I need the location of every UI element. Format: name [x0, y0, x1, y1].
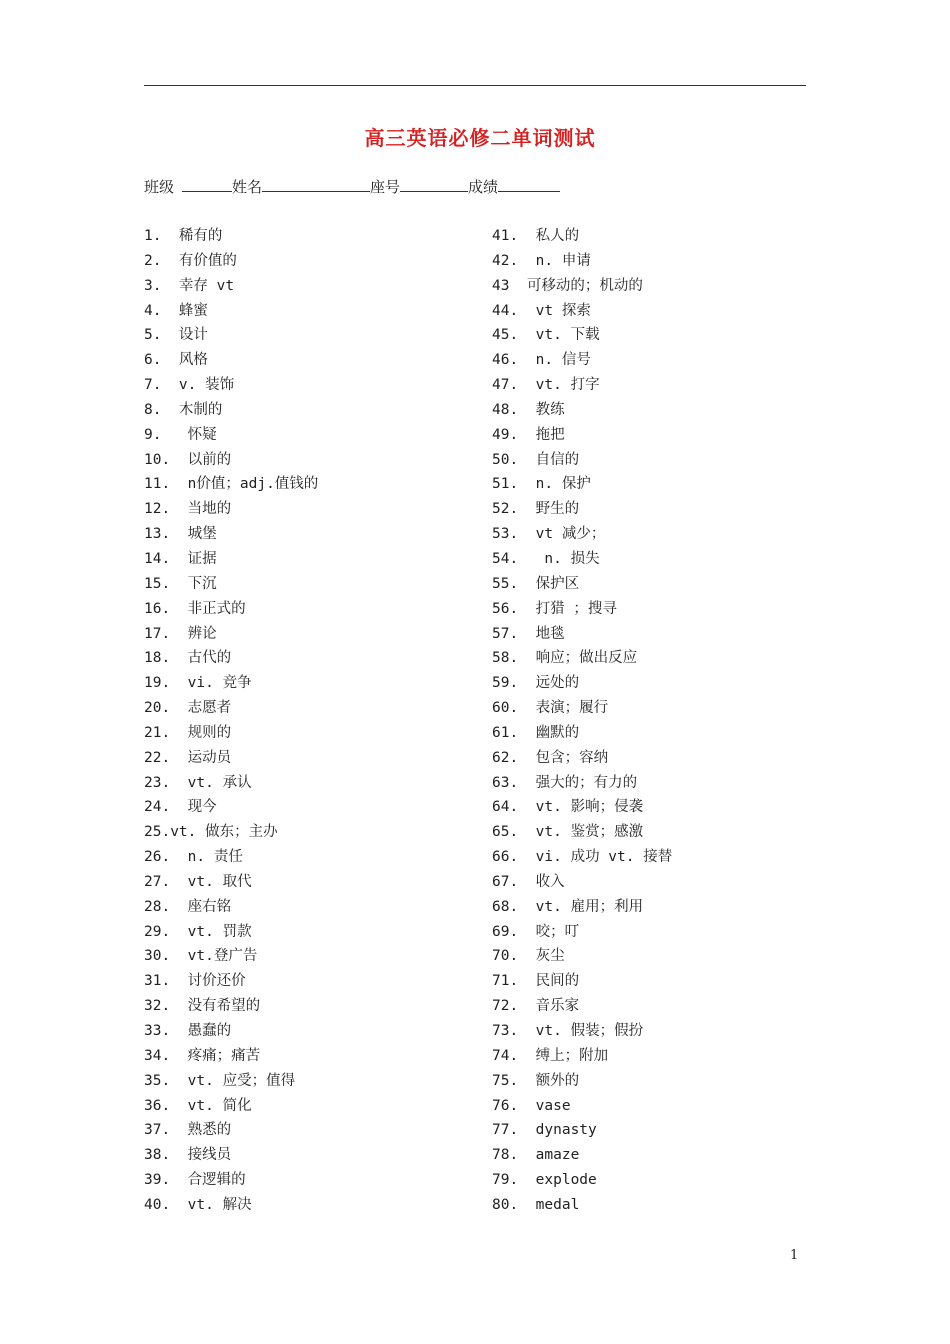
word-item: 39. 合逻辑的 [144, 1172, 246, 1189]
word-item: 48. 教练 [492, 401, 565, 418]
word-item: 70. 灰尘 [492, 948, 565, 965]
word-item: 63. 强大的；有力的 [492, 774, 638, 791]
word-item: 13. 城堡 [144, 526, 217, 543]
word-item: 55. 保护区 [492, 575, 580, 592]
word-item: 53. vt 减少； [492, 526, 606, 543]
word-item: 33. 愚蠢的 [144, 1023, 232, 1039]
word-item: 80. medal [492, 1196, 580, 1213]
word-item: 7. v. 装饰 [144, 377, 235, 394]
word-item: 74. 缚上；附加 [492, 1047, 609, 1064]
word-item: 31. 讨价还价 [144, 973, 246, 990]
page-title: 高三英语必修二单词测试 [364, 126, 596, 150]
word-item: 30. vt.登广告 [144, 948, 258, 965]
word-item: 36. vt. 简化 [144, 1097, 252, 1114]
word-item: 71. 民间的 [492, 973, 580, 990]
word-item: 58. 响应；做出反应 [492, 650, 638, 667]
word-item: 28. 座右铭 [144, 898, 232, 915]
word-item: 69. 咬；叮 [492, 923, 580, 940]
name-blank[interactable] [262, 177, 370, 192]
word-item: 23. vt. 承认 [144, 774, 252, 791]
word-item: 62. 包含；容纳 [492, 749, 609, 766]
word-item: 44. vt 探索 [492, 302, 591, 319]
word-item: 8. 木制的 [144, 401, 223, 418]
word-item: 77. dynasty [492, 1122, 597, 1139]
word-item: 32. 没有希望的 [144, 998, 261, 1015]
word-item: 73. vt. 假装；假扮 [492, 1023, 644, 1039]
word-item: 38. 接线员 [144, 1147, 232, 1164]
word-item: 15. 下沉 [144, 575, 217, 592]
word-item: 11. n价值；adj.值钱的 [144, 476, 319, 493]
word-item: 49. 拖把 [492, 426, 565, 443]
word-item: 3. 幸存 vt [144, 277, 235, 294]
word-item: 34. 疼痛；痛苦 [144, 1047, 261, 1064]
word-list-left-column [144, 224, 484, 1218]
word-item: 51. n. 保护 [492, 476, 591, 493]
word-item: 59. 远处的 [492, 675, 580, 692]
word-item: 50. 自信的 [492, 451, 580, 468]
word-item: 66. vi. 成功 vt. 接替 [492, 849, 673, 866]
word-list-right-column [492, 224, 832, 1218]
score-blank[interactable] [498, 177, 560, 192]
word-item: 75. 额外的 [492, 1072, 580, 1089]
score-label: 成绩 [468, 178, 499, 196]
word-item: 14. 证据 [144, 550, 217, 567]
word-item: 67. 收入 [492, 873, 565, 890]
word-item: 46. n. 信号 [492, 352, 591, 369]
seat-label: 座号 [370, 178, 401, 196]
name-label: 姓名 [232, 178, 263, 196]
word-item: 2. 有价值的 [144, 252, 237, 269]
word-item: 26. n. 责任 [144, 849, 243, 866]
word-item: 61. 幽默的 [492, 724, 580, 741]
word-item: 20. 志愿者 [144, 700, 232, 717]
word-item: 9. 怀疑 [144, 426, 217, 443]
word-item: 22. 运动员 [144, 749, 232, 766]
class-label: 班级 [144, 178, 175, 196]
word-item: 60. 表演；履行 [492, 700, 609, 717]
word-item: 4. 蜂蜜 [144, 302, 208, 319]
word-item: 45. vt. 下载 [492, 327, 600, 344]
student-info-line [144, 176, 560, 197]
word-item: 6. 风格 [144, 352, 208, 369]
word-item: 56. 打猎 ；搜寻 [492, 600, 617, 617]
word-item: 68. vt. 雇用；利用 [492, 898, 644, 915]
word-item: 16. 非正式的 [144, 600, 246, 617]
word-item: 79. explode [492, 1172, 597, 1189]
word-item: 37. 熟悉的 [144, 1122, 232, 1139]
word-item: 12. 当地的 [144, 501, 232, 518]
word-item: 57. 地毯 [492, 625, 565, 642]
word-item: 5. 设计 [144, 327, 208, 344]
class-blank[interactable] [182, 177, 232, 192]
seat-blank[interactable] [400, 177, 468, 192]
word-item: 54. n. 损失 [492, 550, 600, 567]
word-item: 76. vase [492, 1097, 571, 1114]
word-item: 29. vt. 罚款 [144, 923, 252, 940]
word-item: 17. 辨论 [144, 625, 217, 642]
word-item: 65. vt. 鉴赏；感激 [492, 824, 644, 841]
word-item: 18. 古代的 [144, 650, 232, 667]
word-item: 41. 私人的 [492, 228, 580, 244]
word-item: 64. vt. 影响；侵袭 [492, 799, 644, 816]
word-item: 1. 稀有的 [144, 228, 223, 244]
word-item: 35. vt. 应受；值得 [144, 1072, 296, 1089]
word-item: 52. 野生的 [492, 501, 580, 518]
word-item: 25.vt. 做东；主办 [144, 824, 278, 841]
word-item: 24. 现今 [144, 799, 217, 816]
word-item: 78. amaze [492, 1147, 580, 1164]
word-item: 27. vt. 取代 [144, 873, 252, 890]
header-rule [144, 85, 806, 86]
word-item: 19. vi. 竞争 [144, 675, 252, 692]
word-item: 72. 音乐家 [492, 998, 580, 1015]
word-item: 40. vt. 解决 [144, 1196, 252, 1213]
word-item: 21. 规则的 [144, 724, 232, 741]
word-item: 47. vt. 打字 [492, 377, 600, 394]
word-item: 42. n. 申请 [492, 252, 591, 269]
word-item: 10. 以前的 [144, 451, 232, 468]
word-item: 43 可移动的；机动的 [492, 277, 643, 294]
page-number: 1 [790, 1248, 799, 1263]
